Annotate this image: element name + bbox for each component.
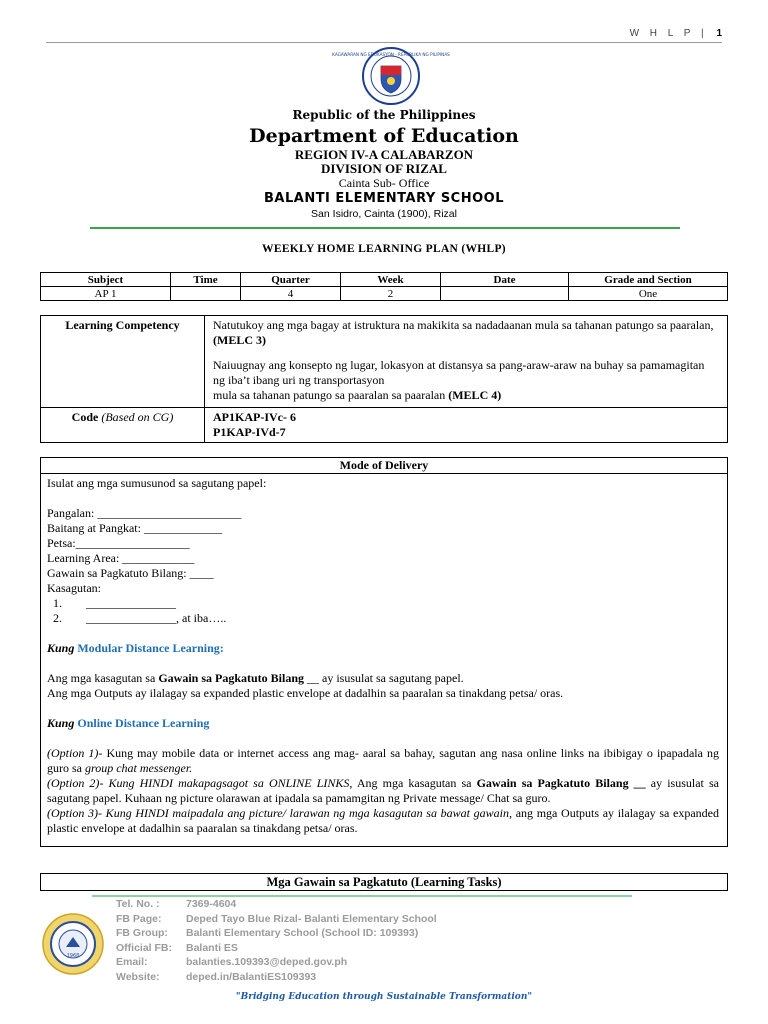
mode-title: Mode of Delivery xyxy=(41,458,727,474)
spacer xyxy=(213,348,719,358)
value-quarter: 4 xyxy=(241,287,341,301)
contact-row-fb-group: FB Group: Balanti Elementary School (School ID: 109393) xyxy=(116,927,419,939)
contact-row-website: Website: deped.in/BalantiES109393 xyxy=(116,970,317,983)
code-values xyxy=(205,408,728,443)
modular-line-2: Ang mga Outputs ay ilalagay sa expanded plastic envelope at dadalhin sa paaralan sa tinakdang petsa/ oras. xyxy=(47,686,564,700)
page-header-label: W H L P xyxy=(629,28,695,39)
school-slogan: "Bridging Education through Sustainable Transformation" xyxy=(235,992,533,1002)
letterhead-divider xyxy=(90,227,680,229)
department-name: Department of Education xyxy=(249,125,519,147)
contact-row-fb-page: FB Page: Deped Tayo Blue Rizal- Balanti Elementary School xyxy=(116,912,437,925)
answer-item-2: 2. _______________, at iba….. xyxy=(53,611,227,625)
field-answers: Kasagutan: xyxy=(47,581,101,595)
division-line: DIVISION OF RIZAL xyxy=(321,161,447,176)
field-task-number: Gawain sa Pagkatuto Bilang: ____ xyxy=(47,566,214,580)
mode-intro: Isulat ang mga sumusunod sa sagutang papel: xyxy=(47,476,267,490)
header-quarter: Quarter xyxy=(241,273,341,287)
melc3-paragraph xyxy=(213,318,719,348)
kung-label: Kung xyxy=(47,641,75,655)
header-date: Date xyxy=(441,273,569,287)
sub-office-line: Cainta Sub- Office xyxy=(338,176,430,190)
code-note: (Based on CG) xyxy=(101,410,174,424)
code-label: Code xyxy=(71,410,99,424)
modular-heading-text: Modular Distance Learning: xyxy=(77,641,224,655)
header-rule xyxy=(46,42,722,43)
code-value-1: AP1KAP-IVc- 6 xyxy=(213,410,296,424)
info-table xyxy=(40,272,728,301)
melc4-tag: (MELC 4) xyxy=(448,388,502,402)
melc4-text-a: Naiuugnay ang konsepto ng lugar, lokasyon at distansya sa pang-araw-araw na buhay sa pamamagitan ng iba’t ibang uri ng transportasyon xyxy=(213,358,705,387)
school-logo-icon xyxy=(42,913,104,975)
letterhead xyxy=(0,106,768,221)
value-time xyxy=(171,287,241,301)
field-learning-area: Learning Area: ____________ xyxy=(47,551,195,565)
melc4-paragraph xyxy=(213,358,719,403)
option-3: (Option 3)- Kung HINDI maipadala ang picture/ larawan ng mga kasagutan sa bawat gawain, ang mga Outputs ay ilalagay sa expanded plastic envelope at dadalhin sa paaralan sa tinakdang petsa/ oras. xyxy=(47,806,720,835)
melc3-tag: (MELC 3) xyxy=(213,333,266,347)
field-name: Pangalan: ________________________ xyxy=(47,506,242,520)
page-header: W H L P | 1 xyxy=(629,28,722,39)
header-subject: Subject xyxy=(41,273,171,287)
contact-row-official-fb: Official FB: Balanti ES xyxy=(116,941,238,954)
logo-year: 1968 xyxy=(66,953,80,959)
code-value-2: P1KAP-IVd-7 xyxy=(213,425,286,439)
info-value-row xyxy=(41,287,728,301)
footer-divider xyxy=(92,895,632,897)
value-date xyxy=(441,287,569,301)
deped-seal-icon xyxy=(332,47,450,105)
mode-of-delivery-box xyxy=(40,457,728,847)
option-2: (Option 2)- Kung HINDI makapagsagot sa ONLINE LINKS, Ang mga kasagutan sa Gawain sa Pagkatuto Bilang __ ay isusulat sa sagutang papel. Kuhaan ng picture olarawan at ipadala sa pamamgitan ng Private message/ Chat sa guro. xyxy=(47,776,719,805)
school-address: San Isidro, Cainta (1900), Rizal xyxy=(311,208,457,220)
competency-text xyxy=(205,316,728,408)
field-date: Petsa:___________________ xyxy=(47,536,190,550)
modular-line-1: Ang mga kasagutan sa Gawain sa Pagkatuto Bilang __ ay isusulat sa sagutang papel. xyxy=(47,671,464,685)
option-1: (Option 1)- Kung may mobile data or internet access ang mag- aaral sa bahay, sagutan ang nasa online links na ibibigay o ipapadala ng guro sa group chat messenger. xyxy=(47,746,719,775)
seal-text: KAGAWARAN NG EDUKASYON · REPUBLIKA NG PILIPINAS xyxy=(332,52,450,57)
learning-tasks-title: Mga Gawain sa Pagkatuto (Learning Tasks) xyxy=(40,873,728,891)
contact-block xyxy=(116,898,437,985)
mode-body xyxy=(41,474,727,836)
melc4-text-b: mula sa tahanan patungo sa paaralan sa paaralan xyxy=(213,388,446,402)
answer-item-1: 1. _______________ xyxy=(53,596,176,610)
header-grade-section: Grade and Section xyxy=(569,273,728,287)
value-week: 2 xyxy=(341,287,441,301)
school-name: BALANTI ELEMENTARY SCHOOL xyxy=(264,191,504,206)
competency-row xyxy=(41,316,728,408)
field-grade: Baitang at Pangkat: _____________ xyxy=(47,521,222,535)
modular-heading xyxy=(47,641,719,656)
code-label-cell xyxy=(41,408,205,443)
page-title: WEEKLY HOME LEARNING PLAN (WHLP) xyxy=(262,243,506,255)
header-time: Time xyxy=(171,273,241,287)
contact-row-email: Email: balanties.109393@deped.gov.ph xyxy=(116,956,348,968)
value-grade-section: One xyxy=(569,287,728,301)
online-heading-text: Online Distance Learning xyxy=(77,716,210,730)
kung-label-2: Kung xyxy=(47,716,75,730)
competency-label: Learning Competency xyxy=(41,316,205,408)
competency-table xyxy=(40,315,728,443)
contact-row-tel: Tel. No. : 7369-4604 xyxy=(116,898,237,910)
value-subject: AP 1 xyxy=(41,287,171,301)
header-week: Week xyxy=(341,273,441,287)
info-header-row xyxy=(41,273,728,287)
region-line: REGION IV-A CALABARZON xyxy=(294,147,474,162)
online-heading xyxy=(47,716,719,731)
page-number: 1 xyxy=(716,28,722,39)
melc3-text: Natutukoy ang mga bagay at istruktura na makikita sa nadadaanan mula sa tahanan patungo sa paaralan, xyxy=(213,318,714,332)
code-row xyxy=(41,408,728,443)
republic-line: Republic of the Philippines xyxy=(292,108,476,122)
